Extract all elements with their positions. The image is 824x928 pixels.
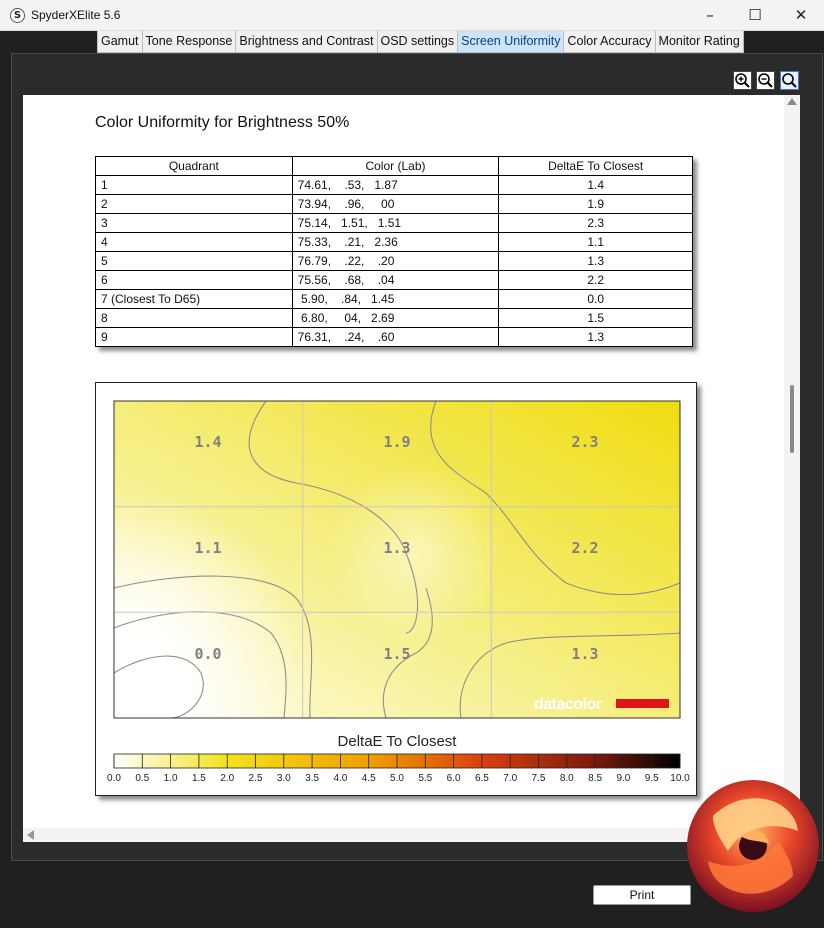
deltae-cell: 2.3 xyxy=(499,214,693,233)
colorbar-tick-label: 8.5 xyxy=(588,773,603,784)
table-row xyxy=(96,271,693,290)
header-color-lab: Color (Lab) xyxy=(292,157,499,176)
colorbar-tick-label: 8.0 xyxy=(559,773,574,784)
colorbar-tick-label: 0.5 xyxy=(135,773,150,784)
datacolor-watermark: datacolor xyxy=(534,696,602,713)
colorbar-tick-label: 4.5 xyxy=(361,773,376,784)
close-button[interactable]: ✕ xyxy=(794,6,808,24)
lab-cell: 75.14, 1.51, 1.51 xyxy=(292,214,499,233)
tab-brightness-contrast[interactable]: Brightness and Contrast xyxy=(235,31,376,53)
vertical-scroll-thumb[interactable] xyxy=(790,385,794,453)
vertical-scrollbar[interactable] xyxy=(784,95,800,828)
table-row xyxy=(96,233,693,252)
colorbar-tick-label: 6.0 xyxy=(446,773,461,784)
lab-cell: 6.80, 04, 2.69 xyxy=(292,309,499,328)
colorbar-tick-label: 1.5 xyxy=(191,773,206,784)
tab-osd-settings[interactable]: OSD settings xyxy=(377,31,458,53)
colorbar-tick-label: 6.5 xyxy=(474,773,489,784)
report-tabs xyxy=(97,31,744,53)
deltae-cell: 1.4 xyxy=(499,176,693,195)
colorbar-tick-label: 4.0 xyxy=(333,773,348,784)
map-value-q4: 1.1 xyxy=(194,539,222,557)
map-value-q9: 1.3 xyxy=(571,645,599,663)
colorbar-tick-label: 3.5 xyxy=(305,773,320,784)
horizontal-scrollbar[interactable] xyxy=(23,828,784,842)
quadrant-cell: 4 xyxy=(96,233,293,252)
quadrant-cell: 6 xyxy=(96,271,293,290)
scroll-left-icon[interactable] xyxy=(27,830,34,840)
zoom-in-icon xyxy=(734,72,751,89)
deltae-cell: 1.9 xyxy=(499,195,693,214)
colorbar-tick-label: 0.0 xyxy=(107,773,121,784)
map-value-q3: 2.3 xyxy=(571,433,599,451)
tab-tone-response[interactable]: Tone Response xyxy=(142,31,236,53)
deltae-cell: 2.2 xyxy=(499,271,693,290)
deltae-cell: 1.1 xyxy=(499,233,693,252)
map-value-q6: 2.2 xyxy=(571,539,599,557)
scroll-up-icon[interactable] xyxy=(787,98,797,105)
maximize-button[interactable]: ☐ xyxy=(748,6,762,24)
lab-cell: 76.31, .24, .60 xyxy=(292,328,499,347)
chart-title: DeltaE To Closest xyxy=(337,733,457,750)
table-header-row xyxy=(96,157,693,176)
quadrant-cell: 7 (Closest To D65) xyxy=(96,290,293,309)
map-value-q2: 1.9 xyxy=(383,433,411,451)
uniformity-chart xyxy=(95,382,697,796)
tab-color-accuracy[interactable]: Color Accuracy xyxy=(563,31,654,53)
table-row xyxy=(96,290,693,309)
window-title: SpyderXElite 5.6 xyxy=(31,8,121,22)
header-deltae: DeltaE To Closest xyxy=(499,157,693,176)
colorbar-tick-label: 3.0 xyxy=(276,773,291,784)
quadrant-cell: 1 xyxy=(96,176,293,195)
lab-cell: 76.79, .22, .20 xyxy=(292,252,499,271)
colorbar-tick-label: 9.0 xyxy=(616,773,631,784)
quadrant-cell: 3 xyxy=(96,214,293,233)
quadrant-cell: 5 xyxy=(96,252,293,271)
quadrant-cell: 8 xyxy=(96,309,293,328)
lab-cell: 75.56, .68, .04 xyxy=(292,271,499,290)
zoom-out-icon xyxy=(757,72,774,89)
minimize-button[interactable]: – xyxy=(706,6,714,24)
lab-cell: 75.33, .21, 2.36 xyxy=(292,233,499,252)
app-icon: S xyxy=(10,8,25,23)
colorbar-tick-label: 10.0 xyxy=(670,773,690,784)
zoom-fit-button[interactable] xyxy=(780,71,799,90)
tab-screen-uniformity[interactable]: Screen Uniformity xyxy=(457,31,563,53)
table-row xyxy=(96,214,693,233)
print-button[interactable]: Print xyxy=(593,885,691,905)
title-bar xyxy=(0,0,824,31)
tab-monitor-rating[interactable]: Monitor Rating xyxy=(655,31,744,53)
table-row xyxy=(96,195,693,214)
map-value-q8: 1.5 xyxy=(383,645,411,663)
quadrant-cell: 2 xyxy=(96,195,293,214)
colorbar-tick-label: 7.5 xyxy=(531,773,546,784)
colorbar-tick-label: 7.0 xyxy=(503,773,518,784)
map-value-q7: 0.0 xyxy=(194,645,222,663)
table-row xyxy=(96,309,693,328)
report-document xyxy=(23,95,800,828)
datacolor-bar xyxy=(616,699,669,708)
report-title: Color Uniformity for Brightness 50% xyxy=(95,114,350,131)
deltae-cell: 1.5 xyxy=(499,309,693,328)
deltae-cell: 0.0 xyxy=(499,290,693,309)
quadrant-cell: 9 xyxy=(96,328,293,347)
zoom-fit-icon xyxy=(781,72,798,89)
colorbar-tick-label: 1.0 xyxy=(163,773,178,784)
zoom-in-button[interactable] xyxy=(733,71,752,90)
lab-cell: 74.61, .53, 1.87 xyxy=(292,176,499,195)
uniformity-table xyxy=(95,156,693,347)
colorbar-tick-label: 2.5 xyxy=(248,773,263,784)
site-logo-icon xyxy=(683,776,824,916)
table-row xyxy=(96,328,693,347)
map-value-q1: 1.4 xyxy=(194,433,222,451)
lab-cell: 5.90, .84, 1.45 xyxy=(292,290,499,309)
tab-gamut[interactable]: Gamut xyxy=(97,31,142,53)
header-quadrant: Quadrant xyxy=(96,157,293,176)
colorbar-tick-label: 9.5 xyxy=(644,773,659,784)
colorbar-tick-label: 5.5 xyxy=(418,773,433,784)
table-row xyxy=(96,252,693,271)
deltae-cell: 1.3 xyxy=(499,328,693,347)
zoom-out-button[interactable] xyxy=(756,71,775,90)
deltae-cell: 1.3 xyxy=(499,252,693,271)
colorbar-tick-label: 5.0 xyxy=(390,773,404,784)
map-value-q5: 1.3 xyxy=(383,539,411,557)
lab-cell: 73.94, .96, 00 xyxy=(292,195,499,214)
colorbar-tick-label: 2.0 xyxy=(220,773,235,784)
table-row xyxy=(96,176,693,195)
